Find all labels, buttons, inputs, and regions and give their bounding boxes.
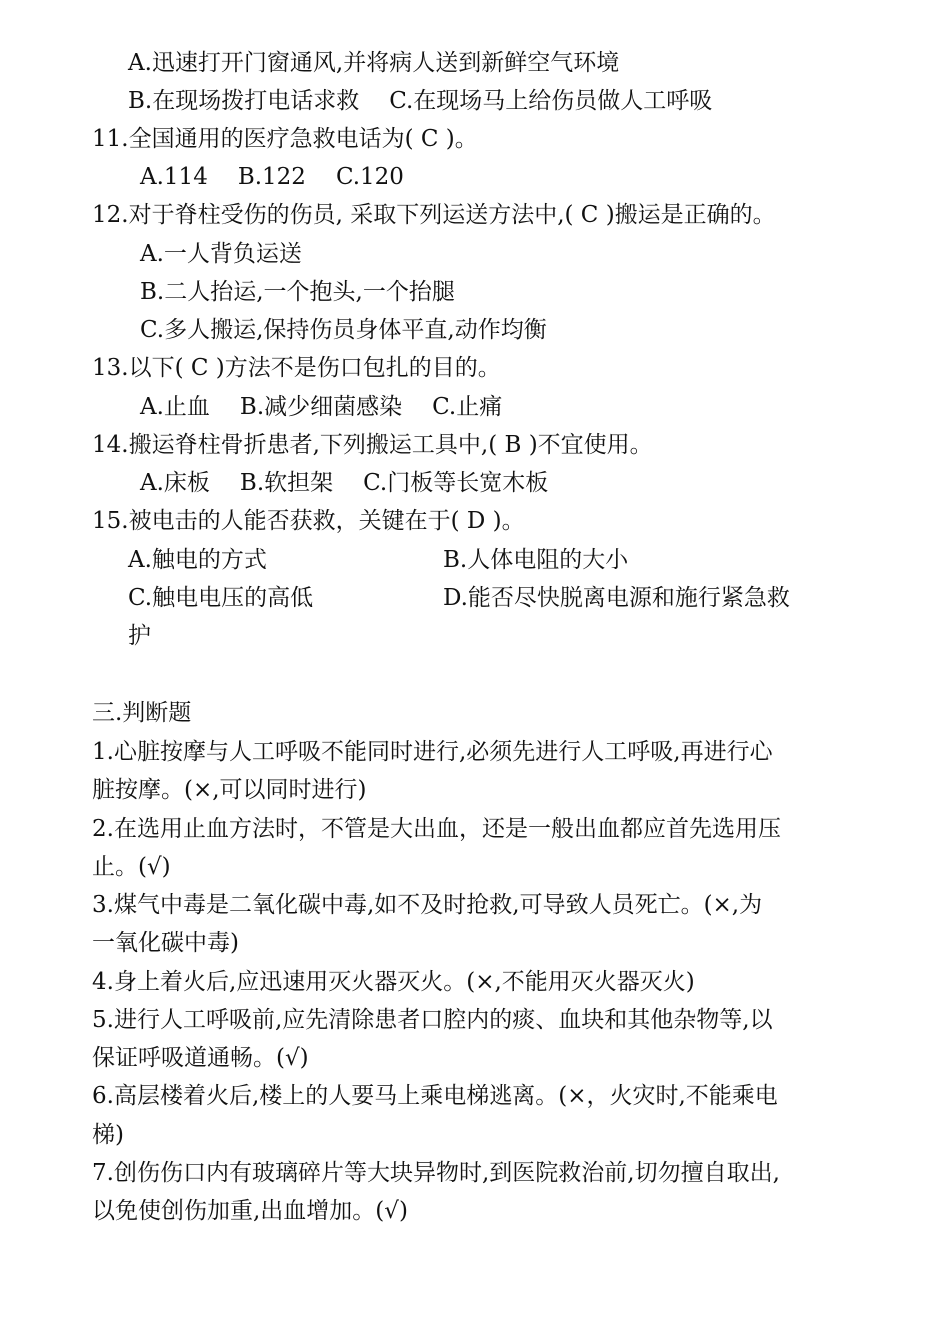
q14-option-c: C.门板等长宽木板 xyxy=(363,470,549,496)
tf-line: 5.进行人工呼吸前,应先清除患者口腔内的痰、血块和其他杂物等,以 xyxy=(92,1007,773,1033)
q14-stem: 14.搬运脊柱骨折患者,下列搬运工具中,( B )不宜使用。 xyxy=(92,432,653,458)
q15-option-c: C.触电电压的高低 xyxy=(128,585,314,611)
q13-option-b: B.减少细菌感染 xyxy=(239,394,403,420)
q11-option-b: B.122 xyxy=(237,164,306,190)
q11-option-a: A.114 xyxy=(140,164,208,190)
q15-stem: 15.被电击的人能否获救，关键在于( D )。 xyxy=(92,508,525,534)
q11-stem: 11.全国通用的医疗急救电话为( C )。 xyxy=(92,126,478,152)
q13-option-c: C.止痛 xyxy=(432,394,503,420)
q13-stem: 13.以下( C )方法不是伤口包扎的目的。 xyxy=(92,355,501,381)
tf-line: 4.身上着火后,应迅速用灭火器灭火。(×,不能用灭火器灭火) xyxy=(92,969,695,995)
tf-line: 7.创伤伤口内有玻璃碎片等大块异物时,到医院救治前,切勿擅自取出, xyxy=(92,1160,780,1186)
tf-line: 保证呼吸道通畅。(√) xyxy=(92,1045,309,1071)
q11-option-c: C.120 xyxy=(335,164,404,190)
tf-line: 6.高层楼着火后,楼上的人要马上乘电梯逃离。(×，火灾时,不能乘电 xyxy=(92,1083,778,1109)
tf-line: 1.心脏按摩与人工呼吸不能同时进行,必须先进行人工呼吸,再进行心 xyxy=(92,739,773,765)
tf-line: 3.煤气中毒是二氧化碳中毒,如不及时抢救,可导致人员死亡。(×,为 xyxy=(92,892,763,918)
q10-option-a: A.迅速打开门窗通风,并将病人送到新鲜空气环境 xyxy=(128,50,620,76)
q14-option-a: A.床板 xyxy=(140,470,210,496)
section3-title: 三.判断题 xyxy=(92,700,192,726)
tf-line: 脏按摩。(×,可以同时进行) xyxy=(92,777,367,803)
tf-line: 2.在选用止血方法时，不管是大出血，还是一般出血都应首先选用压 xyxy=(92,816,781,842)
tf-line: 梯) xyxy=(92,1122,124,1148)
tf-line: 以免使创伤加重,出血增加。(√) xyxy=(92,1198,408,1224)
q12-option-b: B.二人抬运,一个抱头,一个抬腿 xyxy=(140,279,455,305)
q13-option-a: A.止血 xyxy=(140,394,210,420)
q13-options xyxy=(140,388,502,426)
q15-option-a: A.触电的方式 xyxy=(128,547,267,573)
q15-option-d: D.能否尽快脱离电源和施行紧急救 xyxy=(443,585,790,611)
q15-option-d-continued: 护 xyxy=(128,623,151,649)
tf-line: 一氧化碳中毒) xyxy=(92,930,239,956)
q10-option-c: C.在现场马上给伤员做人工呼吸 xyxy=(389,88,713,114)
q14-option-b: B.软担架 xyxy=(239,470,334,496)
q10-options-bc xyxy=(128,82,712,120)
q15-option-b: B.人体电阻的大小 xyxy=(443,547,629,573)
q14-options xyxy=(140,464,548,502)
q11-options xyxy=(140,158,404,196)
q10-option-b: B.在现场拨打电话求救 xyxy=(128,88,360,114)
q12-stem: 12.对于脊柱受伤的伤员, 采取下列运送方法中,( C )搬运是正确的。 xyxy=(92,202,776,228)
tf-line: 止。(√) xyxy=(92,854,171,880)
q12-option-a: A.一人背负运送 xyxy=(140,241,302,267)
q12-option-c: C.多人搬运,保持伤员身体平直,动作均衡 xyxy=(140,317,547,343)
